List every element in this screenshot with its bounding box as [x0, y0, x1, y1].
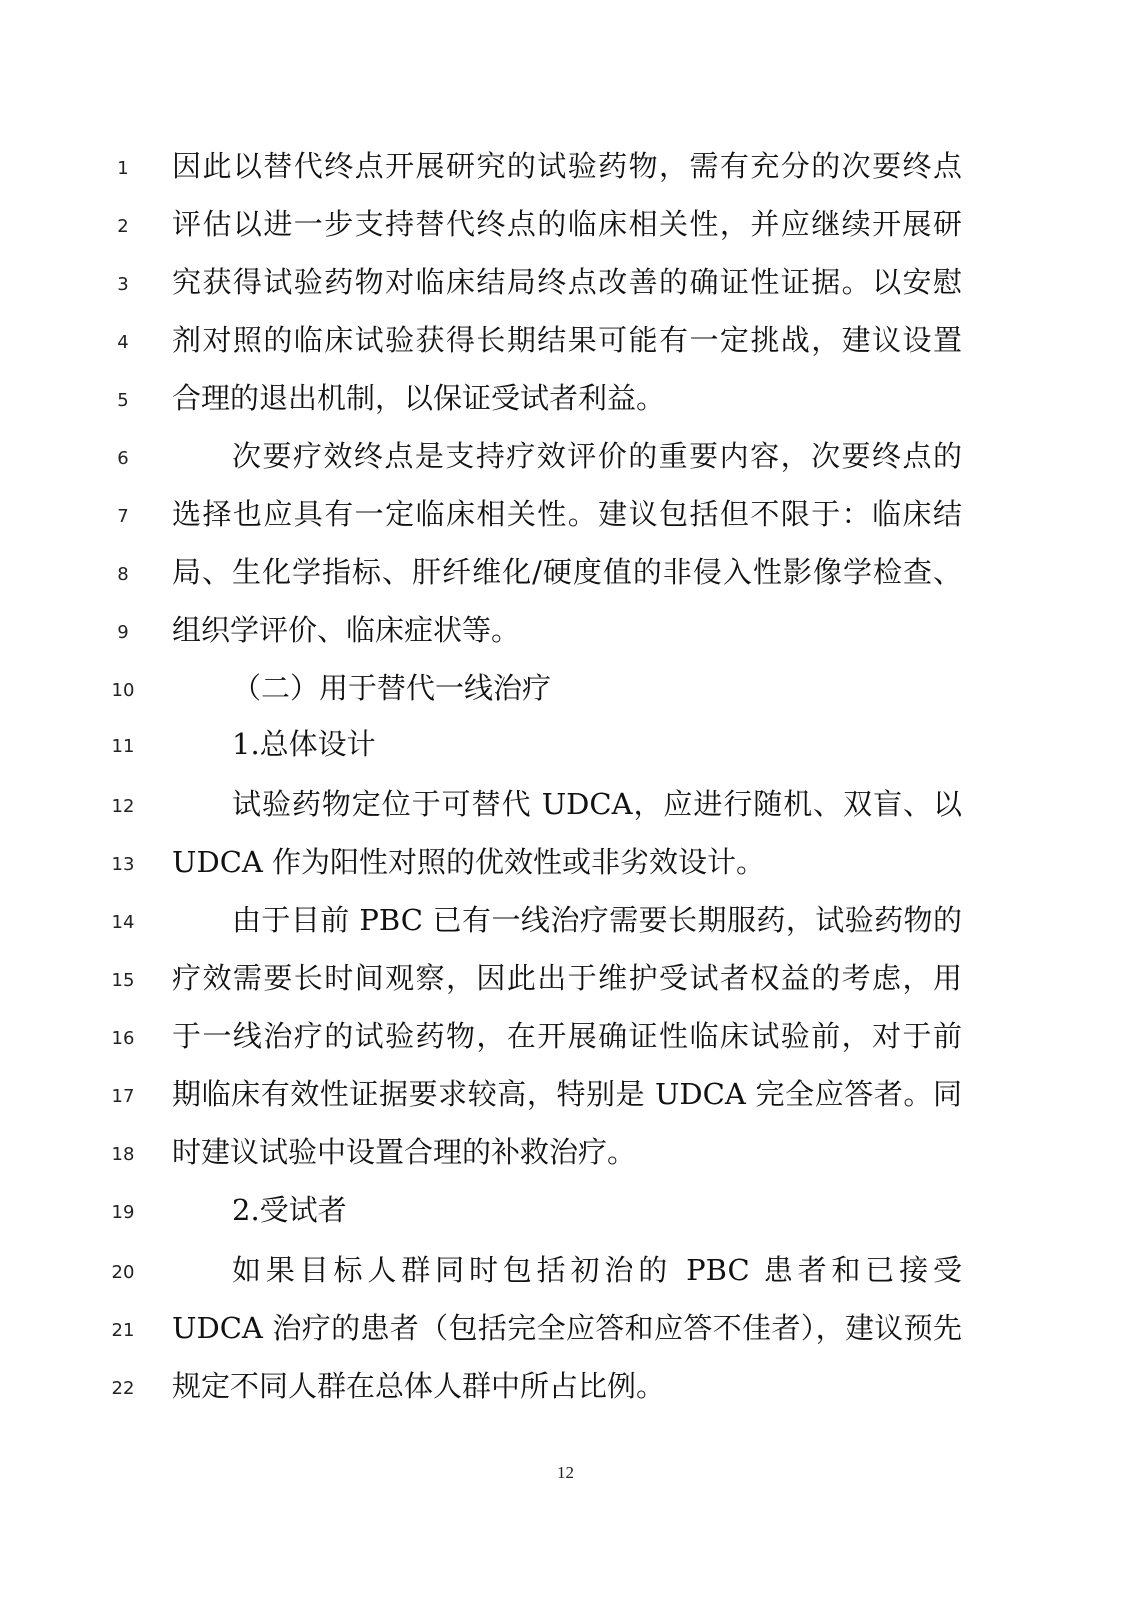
- subsection-heading-line: [0, 1190, 1131, 1230]
- text-line: [0, 958, 1131, 998]
- line-number: 13: [111, 854, 135, 875]
- line-number: 9: [117, 622, 129, 643]
- line-text: 合理的退出机制，以保证受试者利益。: [172, 381, 666, 415]
- line-number: 2: [117, 216, 129, 237]
- text-line: [0, 900, 1131, 940]
- text-line: [0, 1016, 1131, 1056]
- line-number: 14: [111, 912, 135, 933]
- text-line: [0, 378, 1131, 418]
- line-number: 5: [117, 390, 129, 411]
- text-line: [0, 320, 1131, 360]
- text-line: [0, 1366, 1131, 1406]
- line-text: 选择也应具有一定临床相关性。建议包括但不限于：临床结: [172, 497, 962, 531]
- line-text: UDCA 作为阳性对照的优效性或非劣效设计。: [172, 845, 766, 879]
- page-number: 12: [557, 1463, 574, 1482]
- text-line: [0, 1250, 1131, 1290]
- text-line: [0, 610, 1131, 650]
- section-heading-line: [0, 668, 1131, 708]
- line-number: 1: [117, 158, 129, 179]
- line-text: 局、生化学指标、肝纤维化/硬度值的非侵入性影像学检查、: [172, 555, 962, 589]
- line-text: 如果目标人群同时包括初治的 PBC 患者和已接受: [232, 1253, 962, 1287]
- line-number: 18: [111, 1144, 135, 1165]
- text-line: [0, 1132, 1131, 1172]
- text-line: [0, 1308, 1131, 1348]
- line-text: 疗效需要长时间观察，因此出于维护受试者权益的考虑，用: [172, 961, 962, 995]
- subsection-heading: 1.总体设计: [232, 727, 376, 761]
- line-number: 12: [111, 796, 135, 817]
- line-number: 20: [111, 1262, 135, 1283]
- line-text: 试验药物定位于可替代 UDCA，应进行随机、双盲、以: [232, 787, 962, 821]
- text-line: [0, 494, 1131, 534]
- text-line: [0, 436, 1131, 476]
- text-line: [0, 784, 1131, 824]
- line-number: 4: [117, 332, 129, 353]
- line-text: 期临床有效性证据要求较高，特别是 UDCA 完全应答者。同: [172, 1077, 962, 1111]
- line-number: 16: [111, 1028, 135, 1049]
- line-number: 15: [111, 970, 135, 991]
- line-text: 组织学评价、临床症状等。: [172, 613, 521, 647]
- line-number: 22: [111, 1378, 135, 1399]
- section-heading: （二）用于替代一线治疗: [232, 671, 552, 705]
- text-line: [0, 552, 1131, 592]
- line-text: 究获得试验药物对临床结局终点改善的确证性证据。以安慰: [172, 265, 962, 299]
- text-line: [0, 842, 1131, 882]
- line-number: 8: [117, 564, 129, 585]
- line-text: 因此以替代终点开展研究的试验药物，需有充分的次要终点: [172, 149, 962, 183]
- text-line: [0, 204, 1131, 244]
- line-number: 7: [117, 506, 129, 527]
- line-text: 于一线治疗的试验药物，在开展确证性临床试验前，对于前: [172, 1019, 962, 1053]
- line-number: 21: [111, 1320, 135, 1341]
- line-number: 17: [111, 1086, 135, 1107]
- subsection-heading-line: [0, 724, 1131, 764]
- text-line: [0, 262, 1131, 302]
- line-text: 时建议试验中设置合理的补救治疗。: [172, 1135, 637, 1169]
- line-number: 6: [117, 448, 129, 469]
- line-text: 规定不同人群在总体人群中所占比例。: [172, 1369, 666, 1403]
- line-text: 评估以进一步支持替代终点的临床相关性，并应继续开展研: [172, 207, 962, 241]
- line-number: 3: [117, 274, 129, 295]
- line-number: 19: [111, 1202, 135, 1223]
- subsection-heading: 2.受试者: [232, 1193, 347, 1227]
- line-text: 由于目前 PBC 已有一线治疗需要长期服药，试验药物的: [232, 903, 962, 937]
- line-text: 剂对照的临床试验获得长期结果可能有一定挑战，建议设置: [172, 323, 962, 357]
- text-line: [0, 146, 1131, 186]
- text-line: [0, 1074, 1131, 1114]
- line-number: 10: [111, 680, 135, 701]
- line-text: UDCA 治疗的患者（包括完全应答和应答不佳者），建议预先: [172, 1311, 962, 1345]
- line-text: 次要疗效终点是支持疗效评价的重要内容，次要终点的: [232, 439, 962, 473]
- line-number: 11: [111, 736, 135, 757]
